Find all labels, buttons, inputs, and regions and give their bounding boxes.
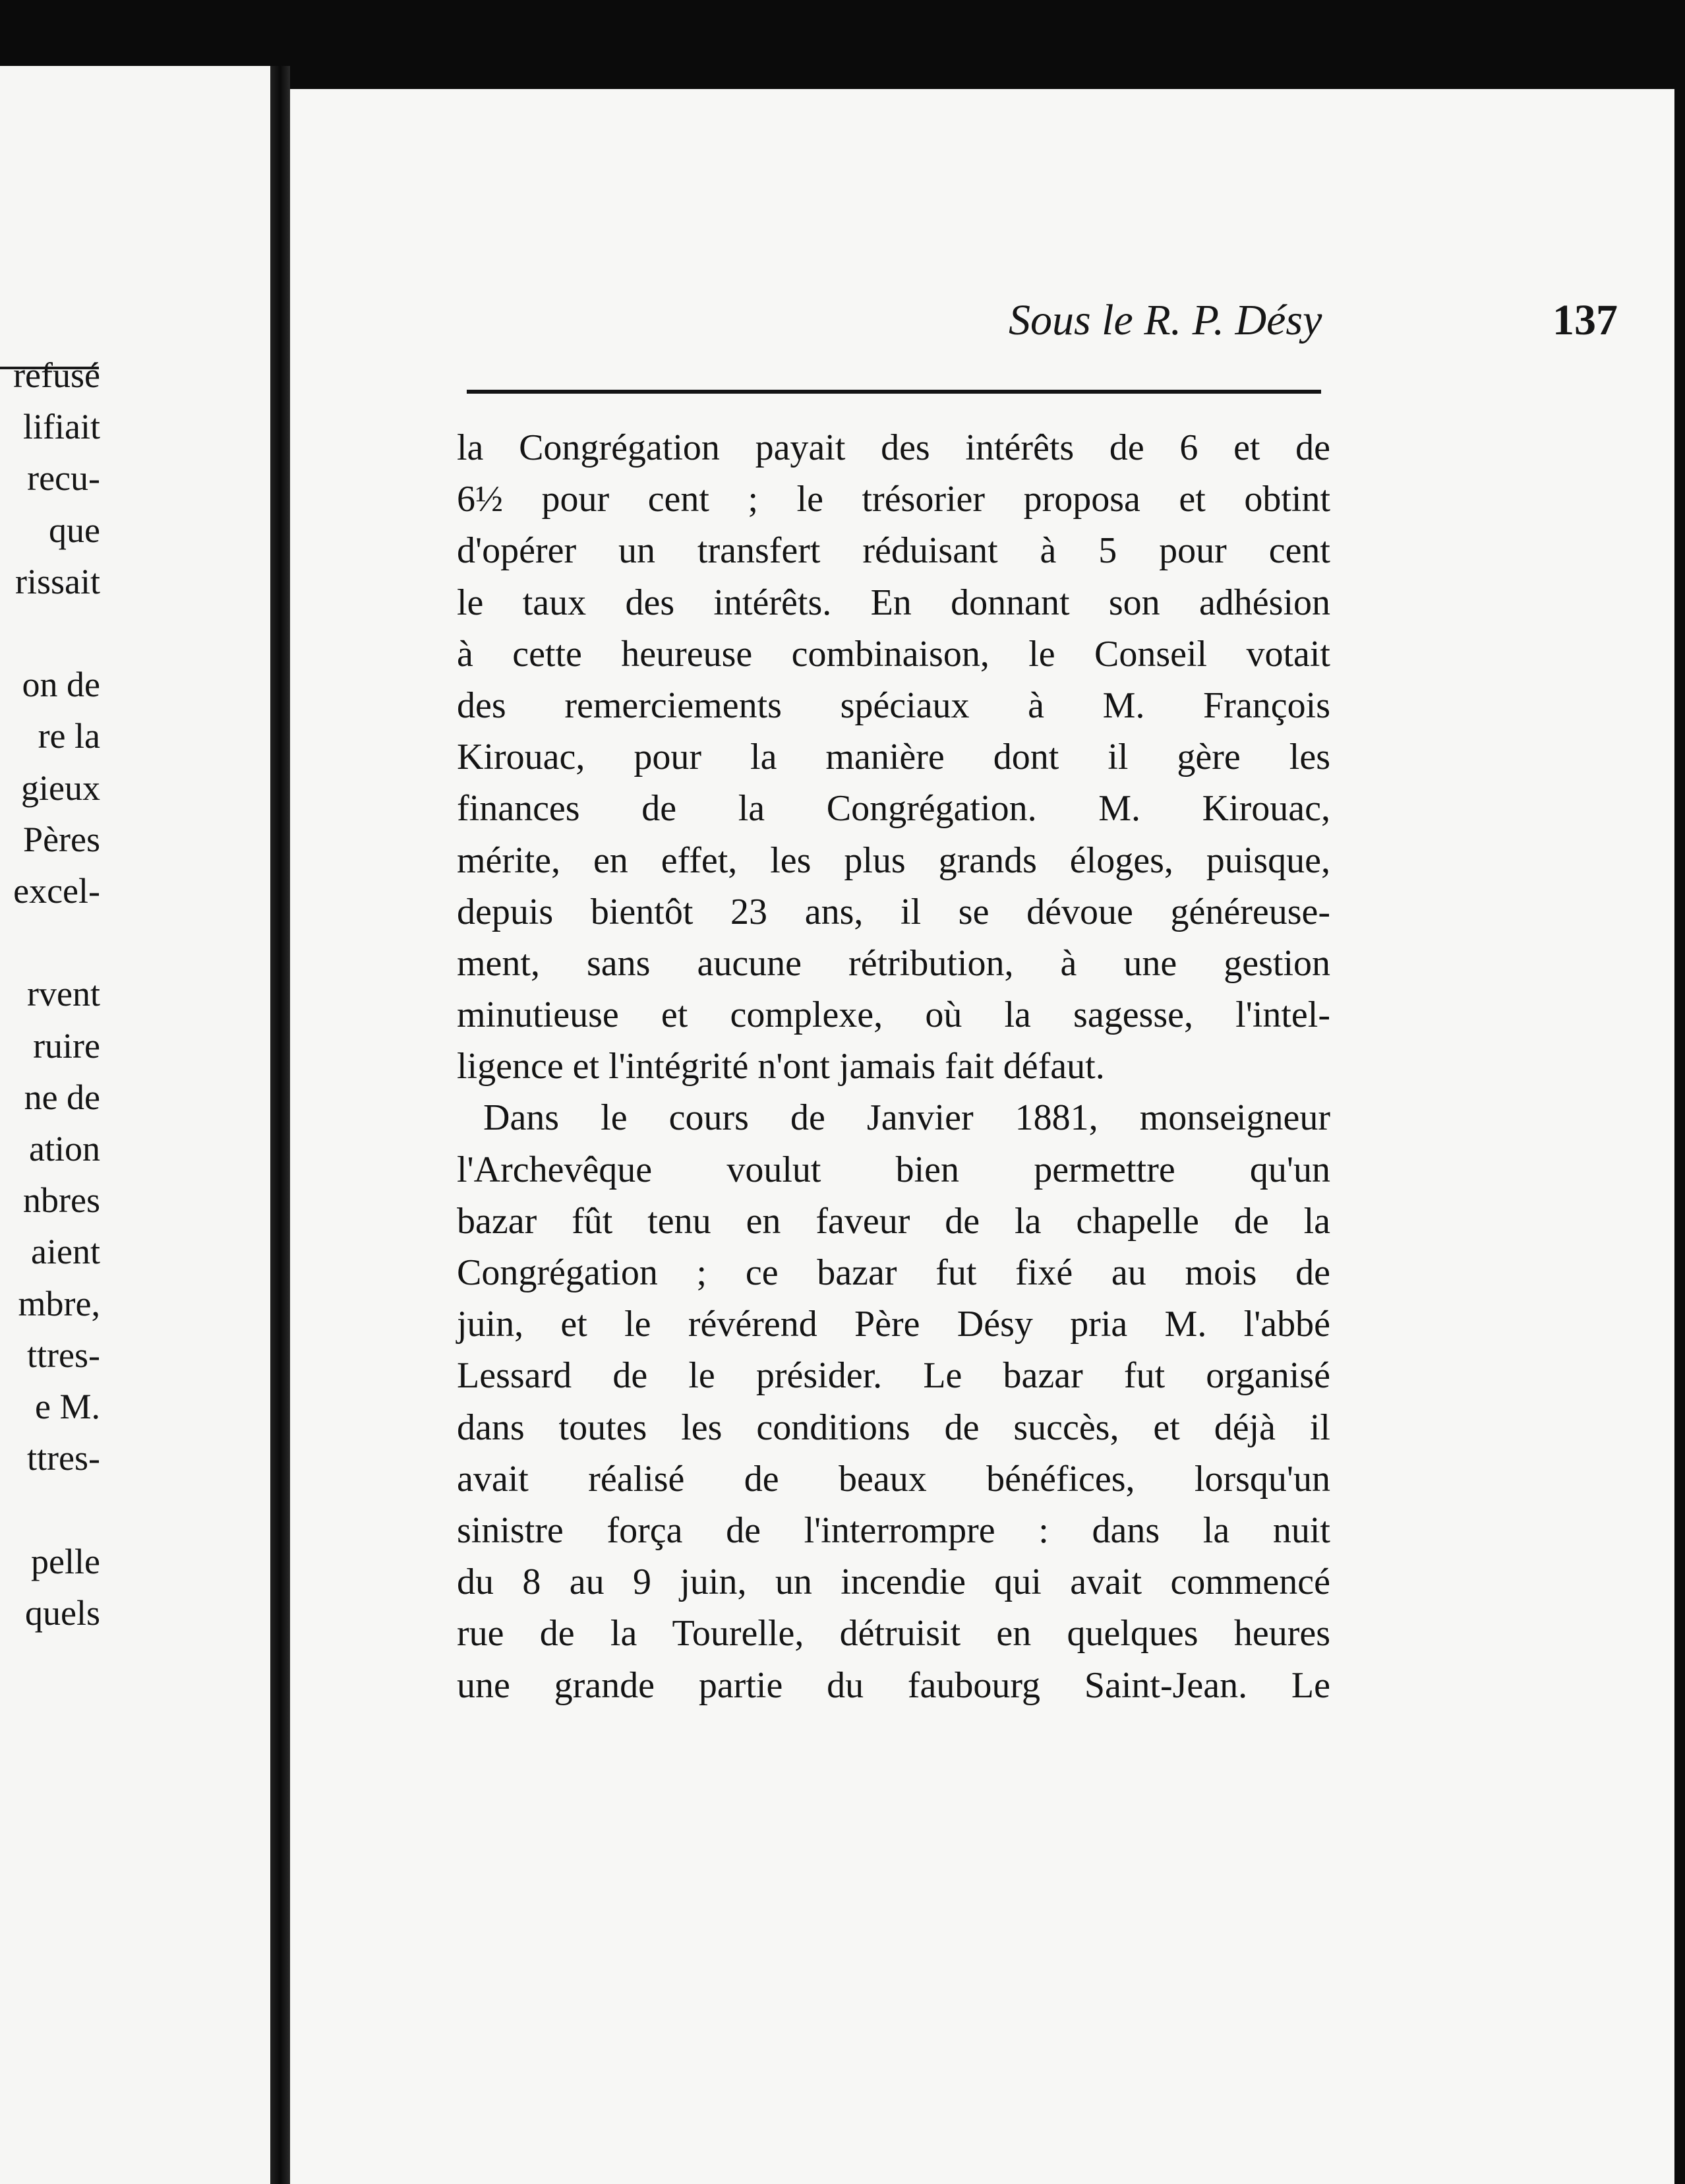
left-text-fragment: pelle xyxy=(31,1541,100,1581)
text-line: à cette heureuse combinaison, le Conseil votait xyxy=(457,633,1330,675)
left-text-fragment: ttres- xyxy=(27,1335,100,1375)
left-text-fragment: que xyxy=(49,510,100,550)
right-page xyxy=(290,89,1674,2184)
text-line: la Congrégation payait des intérêts de 6 et de xyxy=(457,427,1330,468)
text-line: mérite, en effet, les plus grands éloges, puisque, xyxy=(457,839,1330,881)
left-text-fragment: ne de xyxy=(24,1077,100,1117)
text-line: Congrégation ; ce bazar fut fixé au mois de xyxy=(457,1252,1330,1293)
left-text-fragment: ttres- xyxy=(27,1438,100,1478)
text-line: dans toutes les conditions de succès, et déjà il xyxy=(457,1407,1330,1448)
text-line: bazar fût tenu en faveur de la chapelle de la xyxy=(457,1200,1330,1242)
text-line: avait réalisé de beaux bénéfices, lorsqu'un xyxy=(457,1458,1330,1500)
text-line: ment, sans aucune rétribution, à une gestion xyxy=(457,942,1330,984)
text-line: Lessard de le présider. Le bazar fut organisé xyxy=(457,1355,1330,1397)
text-line: juin, et le révérend Père Désy pria M. l'abbé xyxy=(457,1304,1330,1345)
left-page-fragment xyxy=(0,66,270,2184)
text-line: l'Archevêque voulut bien permettre qu'un xyxy=(457,1149,1330,1190)
left-text-fragment: gieux xyxy=(21,768,100,808)
left-text-fragment: mbre, xyxy=(18,1283,100,1323)
paragraph-2 xyxy=(457,1092,1330,1711)
text-line: rue de la Tourelle, détruisit en quelques heures xyxy=(457,1613,1330,1654)
paragraph-1 xyxy=(457,422,1330,1092)
left-text-fragment: re la xyxy=(38,716,100,756)
left-text-fragment: rvent xyxy=(27,974,100,1014)
text-line: du 8 au 9 juin, un incendie qui avait commencé xyxy=(457,1562,1330,1603)
text-line: le taux des intérêts. En donnant son adhésion xyxy=(457,582,1330,623)
text-line: Dans le cours de Janvier 1881, monseigneur xyxy=(483,1097,1330,1139)
text-line: 6½ pour cent ; le trésorier proposa et obtint xyxy=(457,479,1330,520)
text-line: sinistre força de l'interrompre : dans la nuit xyxy=(457,1509,1330,1551)
left-text-fragment: nbres xyxy=(23,1180,100,1221)
text-line: d'opérer un transfert réduisant à 5 pour cent xyxy=(457,530,1330,572)
left-text-fragment: rissait xyxy=(15,561,100,601)
left-text-fragment: e M. xyxy=(35,1387,100,1426)
left-text-fragment: Pères xyxy=(23,819,100,859)
text-line: ligence et l'intégrité n'ont jamais fait défaut. xyxy=(457,1046,1105,1087)
text-line: des remerciements spéciaux à M. François xyxy=(457,684,1330,726)
text-line: depuis bientôt 23 ans, il se dévoue généreuse- xyxy=(457,891,1330,932)
body-text xyxy=(457,422,1330,1711)
page-number: 137 xyxy=(1552,296,1618,344)
left-text-fragment: recu- xyxy=(27,458,100,499)
header-rule xyxy=(467,390,1321,394)
book-gutter xyxy=(270,66,290,2184)
left-text-fragment: aient xyxy=(31,1232,100,1272)
left-text-fragment: on de xyxy=(22,665,100,705)
text-line: Kirouac, pour la manière dont il gère les xyxy=(457,737,1330,778)
left-text-fragment: ation xyxy=(29,1129,100,1168)
running-title: Sous le R. P. Désy xyxy=(1009,296,1322,344)
left-text-fragment: lifiait xyxy=(23,407,100,447)
left-text-fragment: refusé xyxy=(13,355,100,395)
left-text-fragment: quels xyxy=(25,1592,100,1633)
text-line: finances de la Congrégation. M. Kirouac, xyxy=(457,788,1330,830)
left-text-fragment: ruire xyxy=(33,1025,100,1066)
left-text-fragment: excel- xyxy=(13,871,100,911)
text-line: minutieuse et complexe, où la sagesse, l'intel- xyxy=(457,994,1330,1036)
text-line: une grande partie du faubourg Saint-Jean. Le xyxy=(457,1664,1330,1706)
